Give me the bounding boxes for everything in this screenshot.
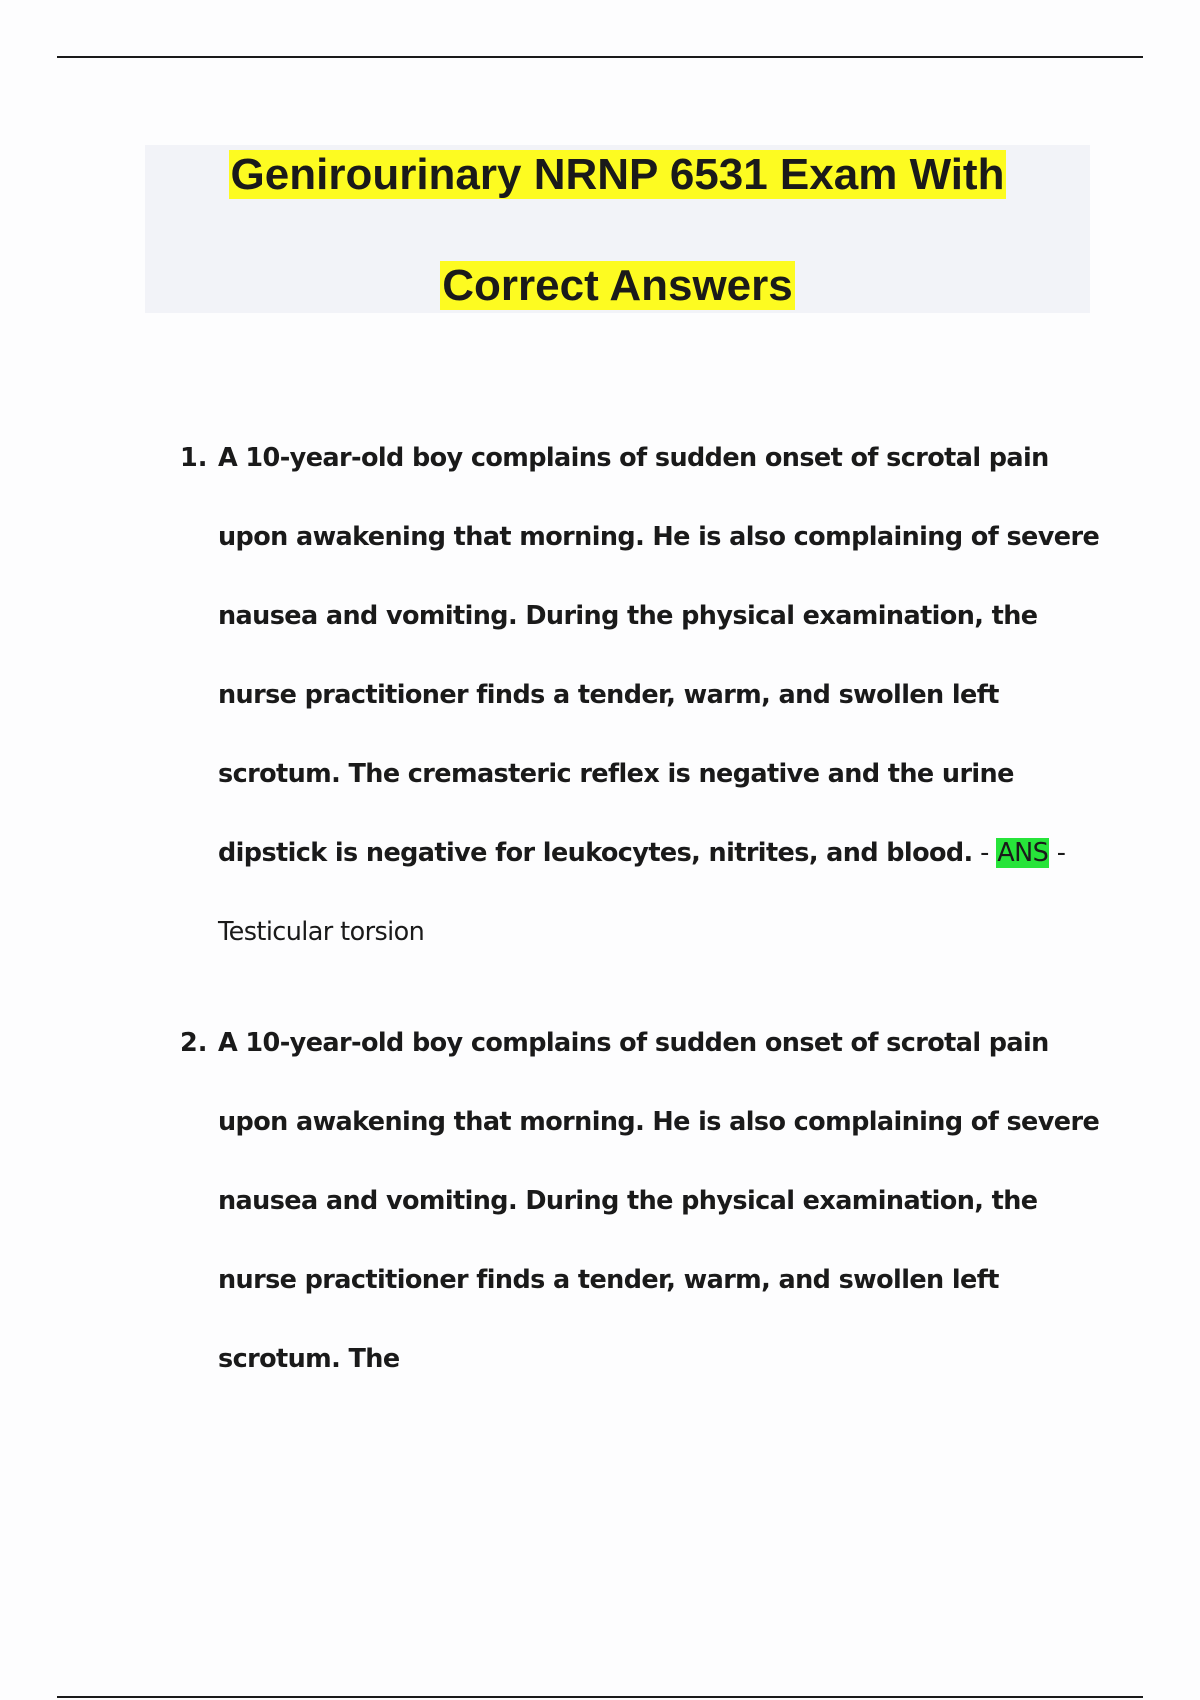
question-number: 2. [180, 1028, 208, 1058]
answer-separator: - [972, 838, 997, 868]
question-body [218, 1004, 1100, 1399]
bottom-rule [57, 1696, 1143, 1698]
answer-label: ANS [997, 838, 1049, 868]
top-rule [57, 56, 1143, 58]
question-body [218, 419, 1100, 972]
title-line-2-text: Correct Answers [442, 261, 793, 310]
answer-text: -Testicular torsion [218, 838, 1066, 947]
question-2 [180, 1004, 1100, 1399]
title-line-1-text: Genirourinary NRNP 6531 Exam With [230, 150, 1005, 199]
page-title-line-2 [145, 258, 1090, 314]
question-number: 1. [180, 443, 208, 473]
question-text: A 10-year-old boy complains of sudden onset of scrotal pain upon awakening that morning. He is also complaining of severe nausea and vomiting. During the physical examination, the nurse practitioner finds a tender, warm, and swollen left scrotum. The [218, 1028, 1100, 1374]
title-block [145, 145, 1090, 313]
question-text: A 10-year-old boy complains of sudden onset of scrotal pain upon awakening that morning. He is also complaining of severe nausea and vomiting. During the physical examination, the nurse practitioner finds a tender, warm, and swollen left scrotum. The cremasteric reflex is negative and the urine dipstick is negative for leukocytes, nitrites, and blood. [218, 443, 1100, 868]
question-1 [180, 419, 1100, 972]
page-title-line-1 [145, 147, 1090, 203]
